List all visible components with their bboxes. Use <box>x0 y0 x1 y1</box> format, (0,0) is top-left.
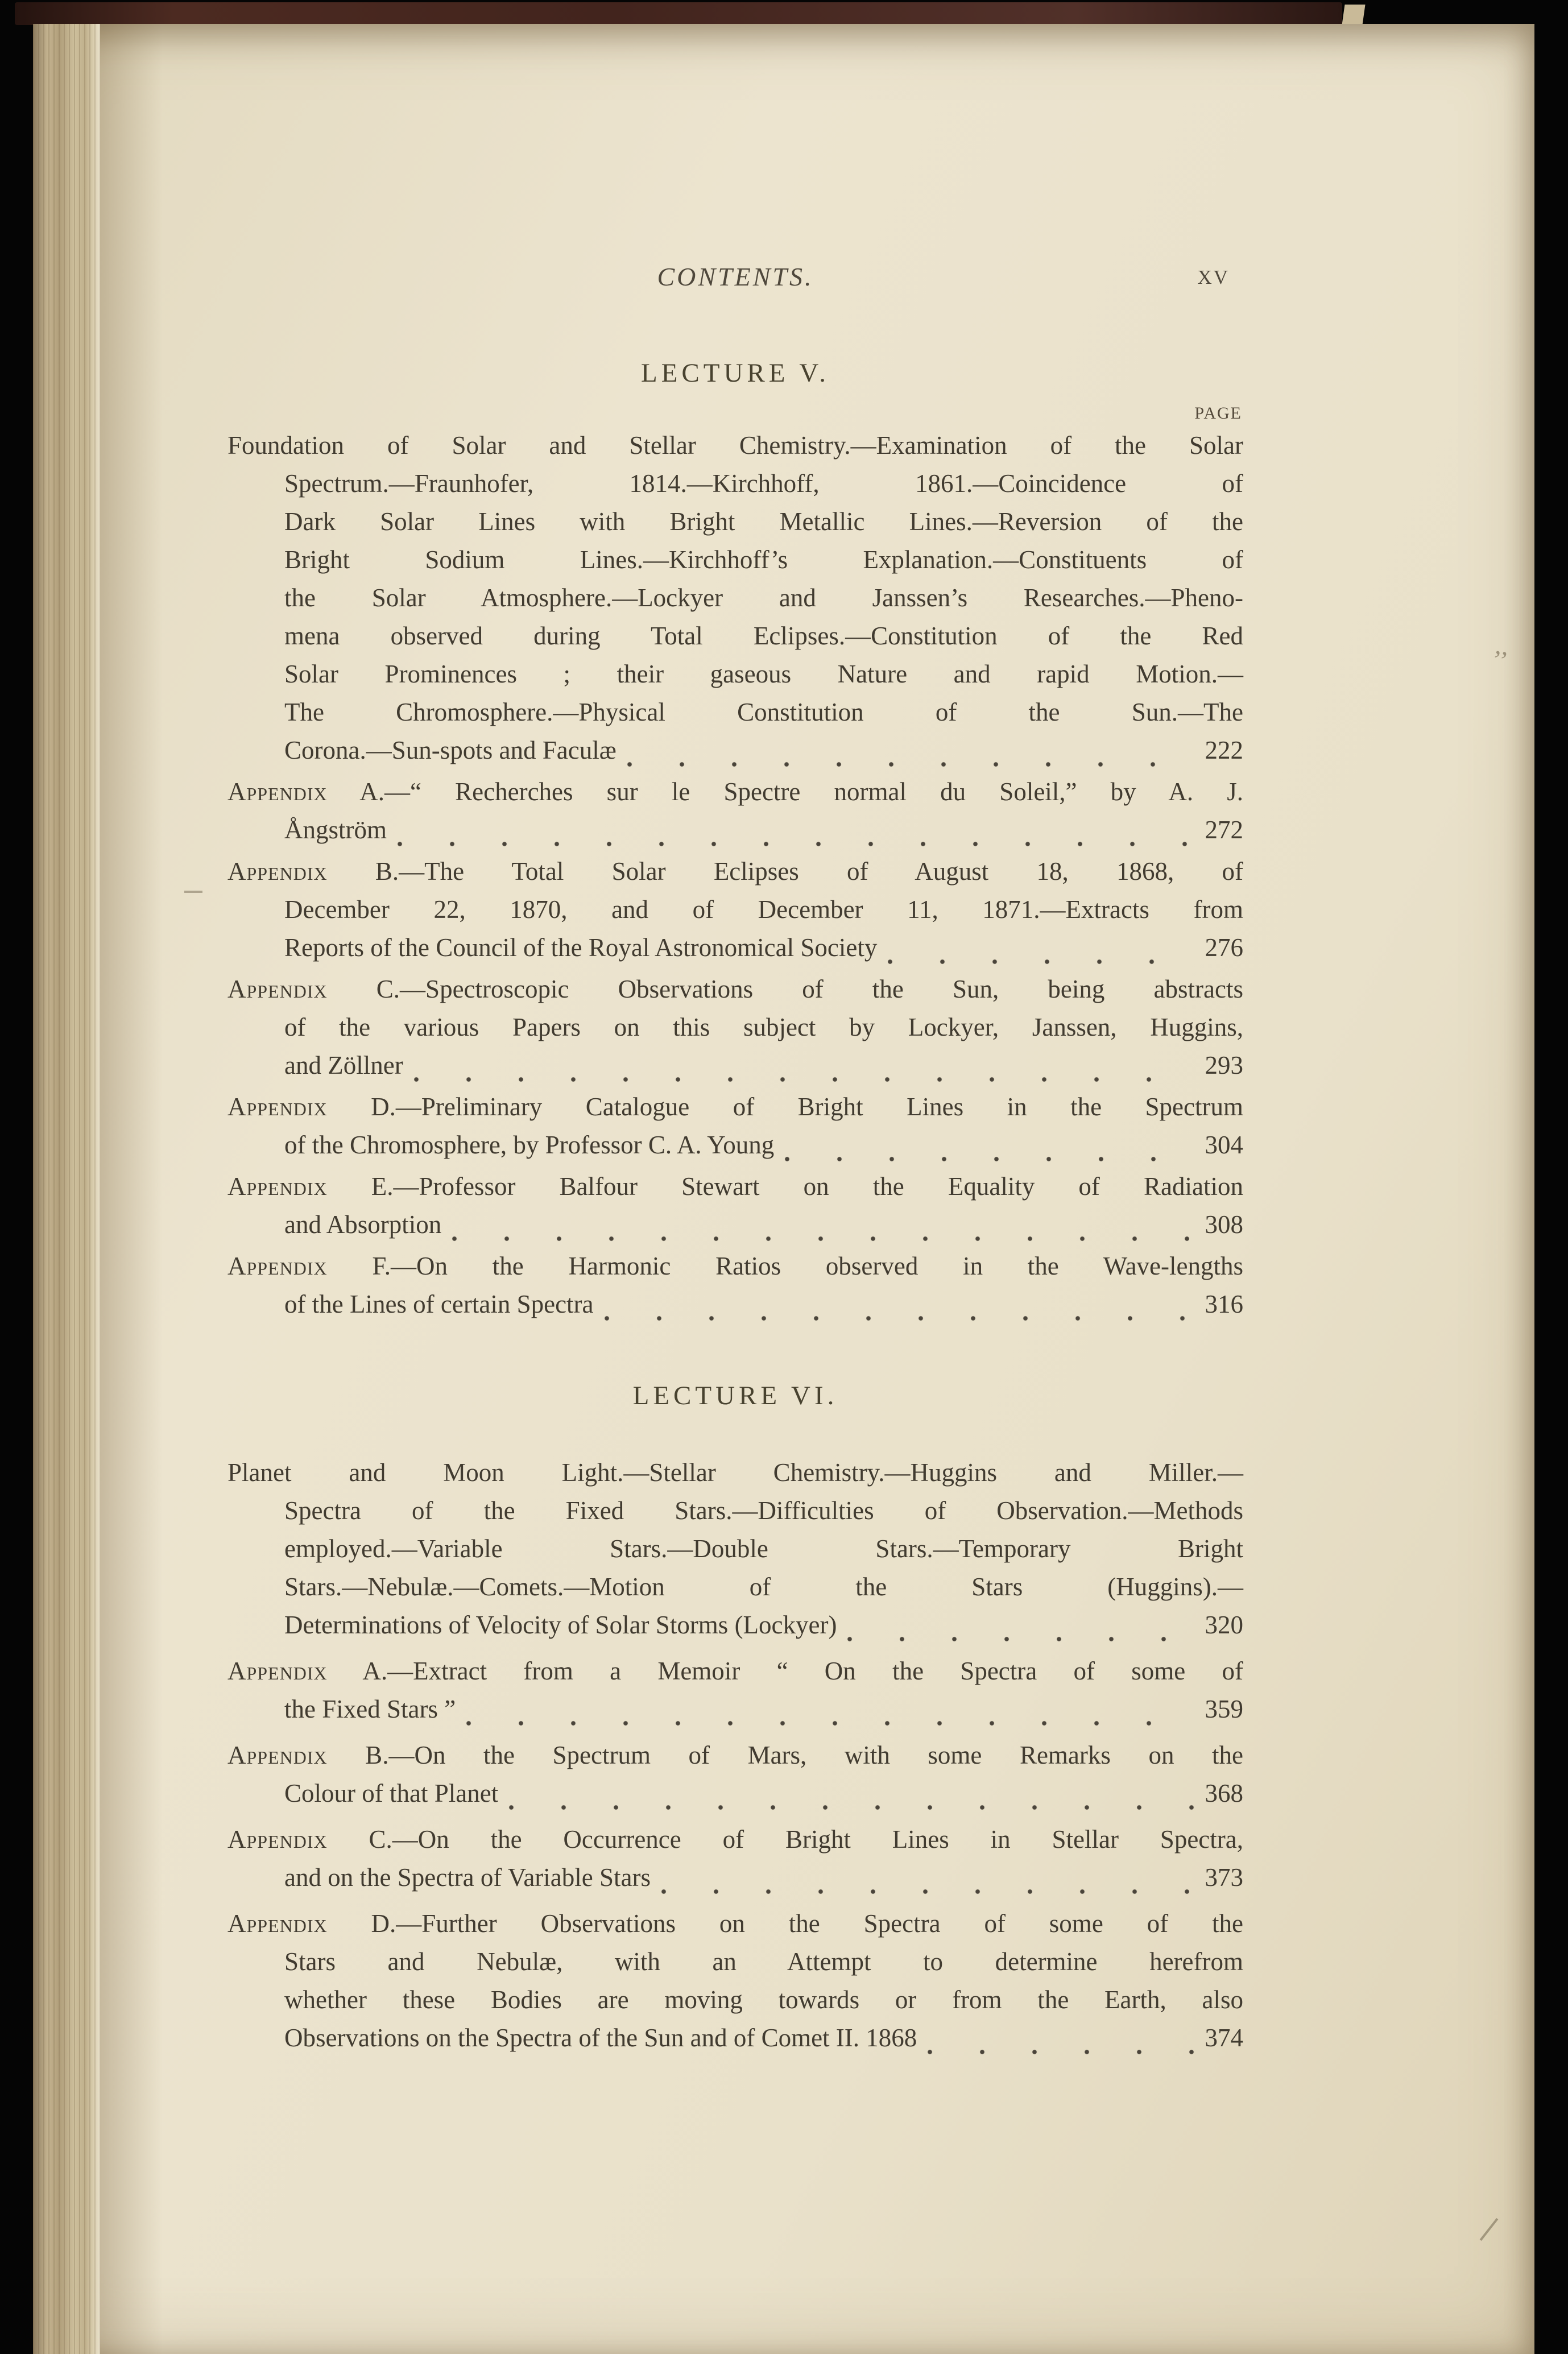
toc-section <box>227 1377 1243 2057</box>
book-page <box>33 24 1534 2354</box>
toc-entry <box>227 1088 1243 1164</box>
dot-leader-icon <box>927 2032 1198 2057</box>
toc-entry-last-line <box>284 811 1243 849</box>
toc-entry-line: whether these Bodies are moving towards or from the Earth, also <box>284 1985 1243 2014</box>
toc-entry-text: Determinations of Velocity of Solar Storms (Lockyer) <box>284 1611 837 1639</box>
toc-entry-first-line: Foundation of Solar and Stellar Chemistry.—Examination of the Solar <box>227 431 1243 460</box>
toc-entry <box>227 1454 1243 1644</box>
folio-number: XV <box>1197 266 1230 288</box>
toc-sections <box>227 355 1243 2057</box>
toc-entry-text: Colour of that Planet <box>284 1779 499 1807</box>
dot-leader-icon <box>452 1218 1198 1244</box>
toc-entry-line: Bright Sodium Lines.—Kirchhoff’s Explanation.—Constituents of <box>284 545 1243 574</box>
toc-page-number: 276 <box>1205 933 1243 962</box>
page-title: CONTENTS. <box>657 262 814 291</box>
toc-entry-line: the Solar Atmosphere.—Lockyer and Janssen’s Researches.—Pheno- <box>284 584 1243 612</box>
toc-entry-line: The Chromosphere.—Physical Constitution of the Sun.—The <box>284 698 1243 726</box>
toc-entry-last-line <box>284 1285 1243 1323</box>
toc-entry-first-line: Appendix B.—The Total Solar Eclipses of August 18, 1868, of <box>227 857 1243 886</box>
page-edges-left <box>33 24 100 2354</box>
toc-entry-last-line <box>284 1206 1243 1244</box>
appendix-label: Appendix <box>227 1252 328 1280</box>
toc-entry-line: December 22, 1870, and of December 11, 1871.—Extracts from <box>284 895 1243 924</box>
dot-leader-icon <box>627 744 1198 770</box>
toc-entry <box>227 773 1243 849</box>
toc-entry-line: mena observed during Total Eclipses.—Constitution of the Red <box>284 622 1243 650</box>
page-column-label: PAGE <box>1194 404 1242 423</box>
toc-entry-text: and Absorption <box>284 1210 442 1239</box>
toc-page-number: 308 <box>1205 1210 1243 1239</box>
dot-leader-icon <box>887 941 1198 967</box>
toc-entry-last-line <box>284 929 1243 967</box>
toc-section <box>227 355 1243 1323</box>
book-spine-top <box>15 2 1342 25</box>
toc-entry-line: of the various Papers on this subject by Lockyer, Janssen, Huggins, <box>284 1013 1243 1041</box>
toc-entry-text: Corona.—Sun-spots and Faculæ <box>284 736 617 764</box>
toc-entries <box>227 1454 1243 2057</box>
toc-entry-line: employed.—Variable Stars.—Double Stars.—Temporary Bright <box>284 1534 1243 1563</box>
appendix-label: Appendix <box>227 857 328 886</box>
toc-page-number: 374 <box>1205 2024 1243 2052</box>
toc-page-number: 293 <box>1205 1051 1243 1079</box>
toc-entry <box>227 970 1243 1085</box>
toc-page-number: 373 <box>1205 1863 1243 1892</box>
toc-entry-line: Spectra of the Fixed Stars.—Difficulties of Observation.—Methods <box>284 1496 1243 1525</box>
appendix-label: Appendix <box>227 1825 328 1854</box>
toc-entry-first-line: Appendix C.—Spectroscopic Observations of the Sun, being abstracts <box>227 975 1243 1003</box>
toc-page-number: 359 <box>1205 1695 1243 1723</box>
dot-leader-icon <box>397 824 1198 849</box>
toc-entry-first-line: Appendix D.—Preliminary Catalogue of Bright Lines in the Spectrum <box>227 1093 1243 1121</box>
toc-entry <box>227 1168 1243 1244</box>
toc-entry-line: Stars and Nebulæ, with an Attempt to determine herefrom <box>284 1947 1243 1976</box>
toc-entry-text: the Fixed Stars ” <box>284 1695 456 1723</box>
toc-entry <box>227 1247 1243 1323</box>
toc-entry-first-line: Appendix A.—Extract from a Memoir “ On the Spectra of some of <box>227 1657 1243 1685</box>
toc-page-number: 316 <box>1205 1290 1243 1318</box>
toc-entry <box>227 427 1243 770</box>
scan-artifact-ditto-mark: ’’ <box>1490 644 1510 676</box>
toc-page-number: 320 <box>1205 1611 1243 1639</box>
toc-entry-line: Dark Solar Lines with Bright Metallic Lines.—Reversion of the <box>284 507 1243 536</box>
dot-leader-icon <box>508 1787 1198 1813</box>
toc-entry-first-line: Appendix E.—Professor Balfour Stewart on the Equality of Radiation <box>227 1172 1243 1201</box>
page-edges-top <box>1342 5 1365 25</box>
toc-entry-last-line <box>284 1046 1243 1085</box>
toc-entry-last-line <box>284 1126 1243 1164</box>
toc-entry-last-line <box>284 1859 1243 1897</box>
dot-leader-icon <box>604 1298 1198 1323</box>
dot-leader-icon <box>784 1139 1198 1164</box>
toc-entry-first-line: Appendix B.—On the Spectrum of Mars, with some Remarks on the <box>227 1741 1243 1769</box>
toc-entry-last-line <box>284 1606 1243 1644</box>
toc-entry-last-line <box>284 2019 1243 2057</box>
toc-entry-line: Spectrum.—Fraunhofer, 1814.—Kirchhoff, 1861.—Coincidence of <box>284 469 1243 498</box>
appendix-label: Appendix <box>227 1909 328 1938</box>
toc-entry-line: Solar Prominences ; their gaseous Nature and rapid Motion.— <box>284 660 1243 688</box>
toc-entry-first-line: Appendix C.—On the Occurrence of Bright Lines in Stellar Spectra, <box>227 1825 1243 1854</box>
appendix-label: Appendix <box>227 1093 328 1121</box>
appendix-label: Appendix <box>227 1172 328 1201</box>
appendix-label: Appendix <box>227 777 328 806</box>
toc-page-number: 368 <box>1205 1779 1243 1807</box>
toc-entry <box>227 853 1243 967</box>
appendix-label: Appendix <box>227 1741 328 1769</box>
toc-entry-line: Stars.—Nebulæ.—Comets.—Motion of the Stars (Huggins).— <box>284 1573 1243 1601</box>
dot-leader-icon <box>847 1619 1198 1644</box>
gutter-shadow <box>100 24 163 2354</box>
appendix-label: Appendix <box>227 975 328 1003</box>
toc-page-number: 304 <box>1205 1131 1243 1159</box>
running-header <box>227 262 1243 297</box>
toc-entry-text: Observations on the Spectra of the Sun and of Comet II. 1868 <box>284 2024 917 2052</box>
pencil-dash-mark <box>184 891 202 893</box>
pencil-tick-mark <box>1480 2218 1499 2241</box>
dot-leader-icon <box>466 1703 1198 1728</box>
toc-entry-text: of the Lines of certain Spectra <box>284 1290 594 1318</box>
toc-entry-text: Reports of the Council of the Royal Astronomical Society <box>284 933 878 962</box>
appendix-label: Appendix <box>227 1657 328 1685</box>
toc-entry-last-line <box>284 1690 1243 1728</box>
section-heading: LECTURE VI. <box>632 1381 838 1410</box>
toc-entry-text: of the Chromosphere, by Professor C. A. Young <box>284 1131 775 1159</box>
toc-page-number: 272 <box>1205 816 1243 844</box>
text-column <box>227 24 1243 2057</box>
section-heading: LECTURE V. <box>640 358 830 388</box>
toc-entry-first-line: Appendix F.—On the Harmonic Ratios observed in the Wave-lengths <box>227 1252 1243 1280</box>
dot-leader-icon <box>661 1871 1198 1897</box>
toc-entry <box>227 1905 1243 2057</box>
toc-entry-first-line: Appendix A.—“ Recherches sur le Spectre normal du Soleil,” by A. J. <box>227 777 1243 806</box>
toc-entry-last-line <box>284 1774 1243 1813</box>
toc-entry-text: and on the Spectra of Variable Stars <box>284 1863 651 1892</box>
toc-entry-first-line: Planet and Moon Light.—Stellar Chemistry.—Huggins and Miller.— <box>227 1458 1243 1487</box>
toc-entry-first-line: Appendix D.—Further Observations on the Spectra of some of the <box>227 1909 1243 1938</box>
toc-entries <box>227 427 1243 1323</box>
toc-entry <box>227 1652 1243 1728</box>
toc-entry-text: Ångström <box>284 816 387 844</box>
toc-entry <box>227 1821 1243 1897</box>
dot-leader-icon <box>413 1059 1198 1085</box>
toc-page-number: 222 <box>1205 736 1243 764</box>
toc-entry-text: and Zöllner <box>284 1051 403 1079</box>
toc-entry <box>227 1736 1243 1813</box>
toc-entry-last-line <box>284 731 1243 770</box>
